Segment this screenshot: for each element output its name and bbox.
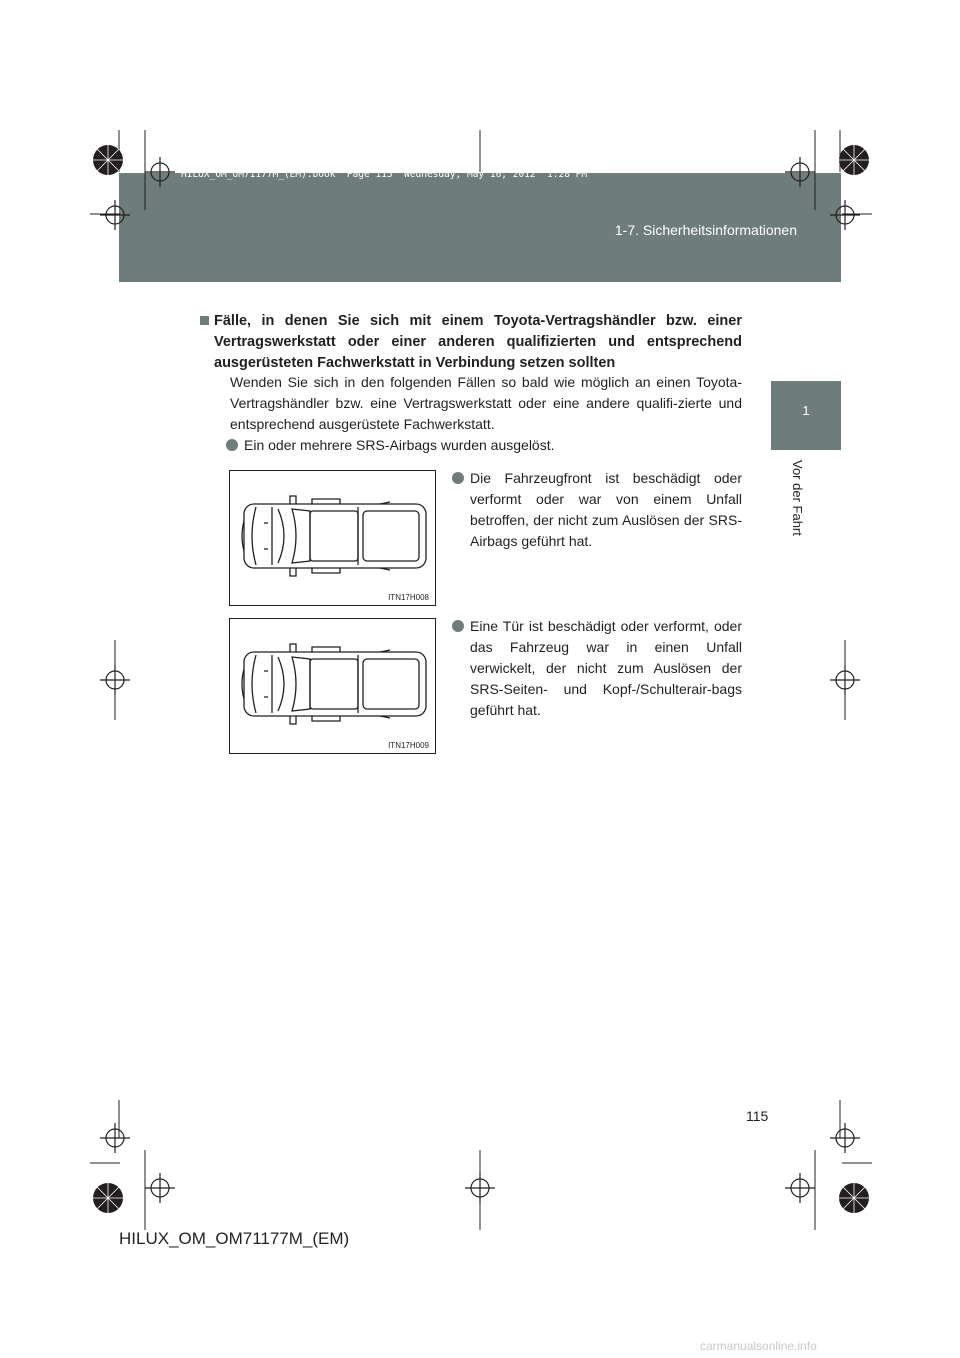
heading-text: Fälle, in denen Sie sich mit einem Toyota-Vertragshändler bzw. einer Vertragswerkstatt oder einer anderen qualifizierten und entsprechend ausgerüsteten Fachwerkstatt in Verbindung setzen sollten <box>214 313 742 371</box>
watermark: carmanualsonline.info <box>700 1339 817 1353</box>
list-item-text: Die Fahrzeugfront ist beschädigt oder verformt oder war von einem Unfall betroffen, der nicht zum Auslösen der SRS-Airbags geführt hat. <box>470 470 742 549</box>
intro-paragraph: Wenden Sie sich in den folgenden Fällen so bald wie möglich an einen Toyota-Vertragshändler bzw. eine Vertragswerkstatt oder eine andere qualifi-zierte und entsprechend ausgerüstete Fachwerkstatt. <box>230 374 742 432</box>
chapter-label: Vor der Fahrt <box>790 460 805 536</box>
chapter-number: 1 <box>802 403 810 418</box>
page-number: 115 <box>746 1108 769 1124</box>
list-item-text: Ein oder mehrere SRS-Airbags wurden ausgelöst. <box>244 437 555 453</box>
file-stamp: HILUX_OM_OM71177M_(EM).book Page 115 Wednesday, May 16, 2012 1:28 PM <box>181 169 588 180</box>
list-item-text: Eine Tür ist beschädigt oder verformt, oder das Fahrzeug war in einen Unfall verwickelt, der nicht zum Auslösen der SRS-Seiten- und Kopf-/Schulterair-bags geführt hat. <box>470 618 742 718</box>
document-id: HILUX_OM_OM71177M_(EM) <box>119 1229 350 1248</box>
section-title: 1-7. Sicherheitsinformationen <box>614 222 797 238</box>
figure-code: ITN17H009 <box>388 741 429 750</box>
figure-code: ITN17H008 <box>388 593 429 602</box>
